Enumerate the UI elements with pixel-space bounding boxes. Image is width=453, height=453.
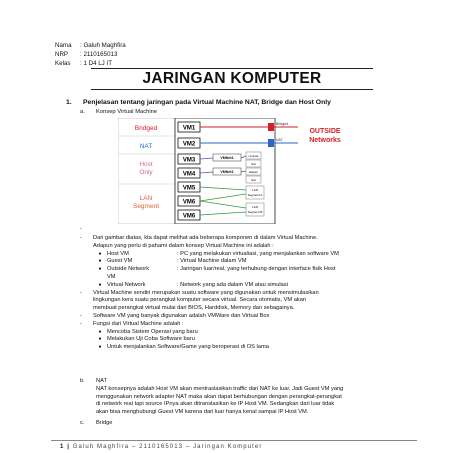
vm-label: VM1 xyxy=(182,125,196,132)
title-box xyxy=(91,68,373,90)
lan-label: LAN xyxy=(252,205,258,209)
nat-line-3: di network real tapi source IPnya akan ditranslasikan ke IP Host VM. Sedangkan dari luar tidak xyxy=(96,401,335,408)
vm-label: VM4 xyxy=(182,171,196,178)
p4: Fungsi dari Virtual Machine adalah : xyxy=(93,320,184,327)
vmnet-label: VMNet1 xyxy=(220,170,234,174)
lan-label: Segment B xyxy=(247,210,263,214)
right-nat-label: NAT xyxy=(276,138,283,142)
term: Guest VM xyxy=(107,258,133,265)
p2-line2: lingkungan kera suatu perangkat komputer secara virtual. Secara otomatis, VM akan xyxy=(93,297,307,304)
footer-divider xyxy=(51,440,417,441)
label-host: Host xyxy=(139,161,153,168)
intro-dash: - xyxy=(80,226,82,232)
subsection-label: Bridge xyxy=(96,420,113,426)
list-item: ● Outside Network : Jaringan luar/real, yang terhubung dengan interface fisik Host xyxy=(98,266,336,273)
info-value: : Galuh Maghfira xyxy=(80,42,126,49)
info-key: NRP xyxy=(55,51,69,59)
list-item: ● Untuk menjalankan Software/Game yang beroperasi di OS lama xyxy=(98,344,269,351)
vm-label: VM5 xyxy=(182,185,196,192)
lan-label: LAN xyxy=(252,188,258,192)
subsection-c xyxy=(80,420,112,428)
term: VM xyxy=(107,273,116,280)
term: Host VM xyxy=(107,250,129,257)
subsection-letter: b. xyxy=(80,378,85,384)
nat-line-4: akan bisa menghubungi Guest VM karena dari luar hanya kenal sampai IP Host VM. xyxy=(96,409,309,416)
bridged-adapter-icon xyxy=(268,123,274,131)
section-heading-text: Penjelasan tentang jaringan pada Virtual Machine NAT, Bridge dan Host Only xyxy=(83,99,331,106)
desc: : Network yang ada dalam VM atau simulasi xyxy=(177,281,288,288)
adapter-label: compute xyxy=(248,155,259,158)
adapter-label: host xyxy=(251,179,256,182)
vm-label: VM6 xyxy=(182,213,196,220)
list-item: ● Virtual Network : Network yang ada dalam VM atau simulasi xyxy=(98,281,288,288)
footer-text: Galuh Maghfira – 2110165013 – Jaringan Komputer xyxy=(72,444,263,450)
info-key: Nama xyxy=(55,42,72,49)
adapter-label: adapter xyxy=(249,171,258,174)
list-item: ● Guest VM : Virtual Machine dalam VM xyxy=(98,258,247,265)
paragraph-1: - Dari gambar diatas, kta dapat melihat ada beberapa komponen di dalam Virtual Machine. Adapun yang perlu di pahami dalam konsep Virtual Machine ini adalah : ● Host VM : PC yang melakukan virtualiasi, yang menjalankan software VM ● Guest VM : Virtual Machine dalam VM ● Outside Network : Jaringan luar/real, yang terhubung dengan interface fisik Host VM ● Virtual Network : Network yang ada dalam VM atau simulasi - Virtual Machine sendiri merupakan suatu software yang digunakan untuk mensimulasikan lingkungan kera suatu perangkat komputer secara virtual. Secara otomatis, VM akan membuat perangkat virtual mulai dari BIOS, Harddisk, Memory dan sebagainya. - Software VM yang banyak digunakan adalah VMWare dan Virtual Box - Fungsi dari Virtual Machine adalah : ● Mencoba Sistem Operasi yang baru ● Melakukan Uji Coba Software baru ● Untuk menjalankan Software/Game yang beroperasi di OS lama xyxy=(80,235,410,352)
function-item: Mencoba Sistem Operasi yang baru xyxy=(107,328,198,335)
list-item: ● Melakukan Uji Coba Software baru xyxy=(98,336,195,343)
subsection-label: Konsep Virtual Machine xyxy=(96,109,158,115)
label-nat: NAT xyxy=(139,143,153,150)
outside-label: OUTSIDE xyxy=(309,128,341,135)
info-key: Kelas xyxy=(55,60,71,68)
p1-line2: Adapun yang perlu di pahami dalam konsep Virtual Machine ini adalah : xyxy=(93,242,274,249)
p2-line3: membuat perangkat virtual mulai dari BIOS, Harddisk, Memory dan sebagainya. xyxy=(93,305,295,312)
footer-separator: | xyxy=(67,444,70,450)
networks-label: Networks xyxy=(309,137,341,144)
subsection-letter: a. xyxy=(80,109,85,115)
function-item: Untuk menjalankan Software/Game yang beroperasi di OS lama xyxy=(107,344,269,351)
desc: : PC yang melakukan virtualiasi, yang menjalankan software VM xyxy=(177,250,339,257)
vm-label: VM6 xyxy=(182,199,196,206)
subsection-letter: c. xyxy=(80,420,85,426)
info-value: : 1 D4 LJ IT xyxy=(80,60,112,68)
p1-line1: Dari gambar diatas, kta dapat melihat ada beberapa komponen di dalam Virtual Machine. xyxy=(93,235,318,241)
list-item-continuation xyxy=(80,274,410,282)
nat-line-2: menggunakan network adapter NAT maka akan dapat berhubungan dengan perangkat-perangkat xyxy=(96,393,342,400)
label-lan: LAN xyxy=(139,195,153,202)
subsection-a-heading xyxy=(80,109,157,115)
lan-label: Segment A xyxy=(247,193,263,197)
function-item: Melakukan Uji Coba Software baru xyxy=(107,336,195,343)
vmnet-label: VMNet1 xyxy=(220,156,234,160)
label-segment: Segment xyxy=(132,203,160,210)
student-info xyxy=(55,41,126,69)
vm-label: VM2 xyxy=(182,141,196,148)
info-row-nama xyxy=(55,41,126,50)
info-value: : 2110165013 xyxy=(80,51,118,59)
term: Virtual Network xyxy=(107,281,146,288)
list-item: ● Mencoba Sistem Operasi yang baru xyxy=(98,328,198,335)
subsection-label: NAT xyxy=(96,378,107,384)
p3: Software VM yang banyak digunakan adalah VMWare dan Virtual Box xyxy=(93,312,270,319)
nat-line-1: NAT konsepnya adalah Host VM akan mentraslasikan traffic dari NAT ke luar. Jadi Guest VM yang xyxy=(96,385,344,392)
page-title: JARINGAN KOMPUTER xyxy=(142,70,322,87)
label-bridged: Bridged xyxy=(134,125,158,132)
nat-adapter-icon xyxy=(268,139,274,147)
p2-line1: Virtual Machine sendiri merupakan suatu software yang digunakan untuk mensimulasikan xyxy=(93,289,319,296)
desc: : Virtual Machine dalam VM xyxy=(177,258,247,265)
info-row-nrp xyxy=(55,50,126,59)
adapter-label: host xyxy=(251,163,256,166)
page-number: 1 xyxy=(60,444,65,450)
label-only: Only xyxy=(139,169,153,176)
vm-label: VM3 xyxy=(182,157,196,164)
subsection-b xyxy=(80,378,420,417)
section-number: 1. xyxy=(66,99,72,106)
vm-network-diagram xyxy=(118,118,352,224)
page-footer xyxy=(60,444,262,450)
list-item: ● Host VM : PC yang melakukan virtualiasi, yang menjalankan software VM xyxy=(98,250,339,257)
term: Outside Network xyxy=(107,266,150,273)
section-1-heading xyxy=(66,99,331,106)
right-bridged-label: Bridged xyxy=(276,122,289,126)
desc: : Jaringan luar/real, yang terhubung dengan interface fisik Host xyxy=(177,266,336,273)
